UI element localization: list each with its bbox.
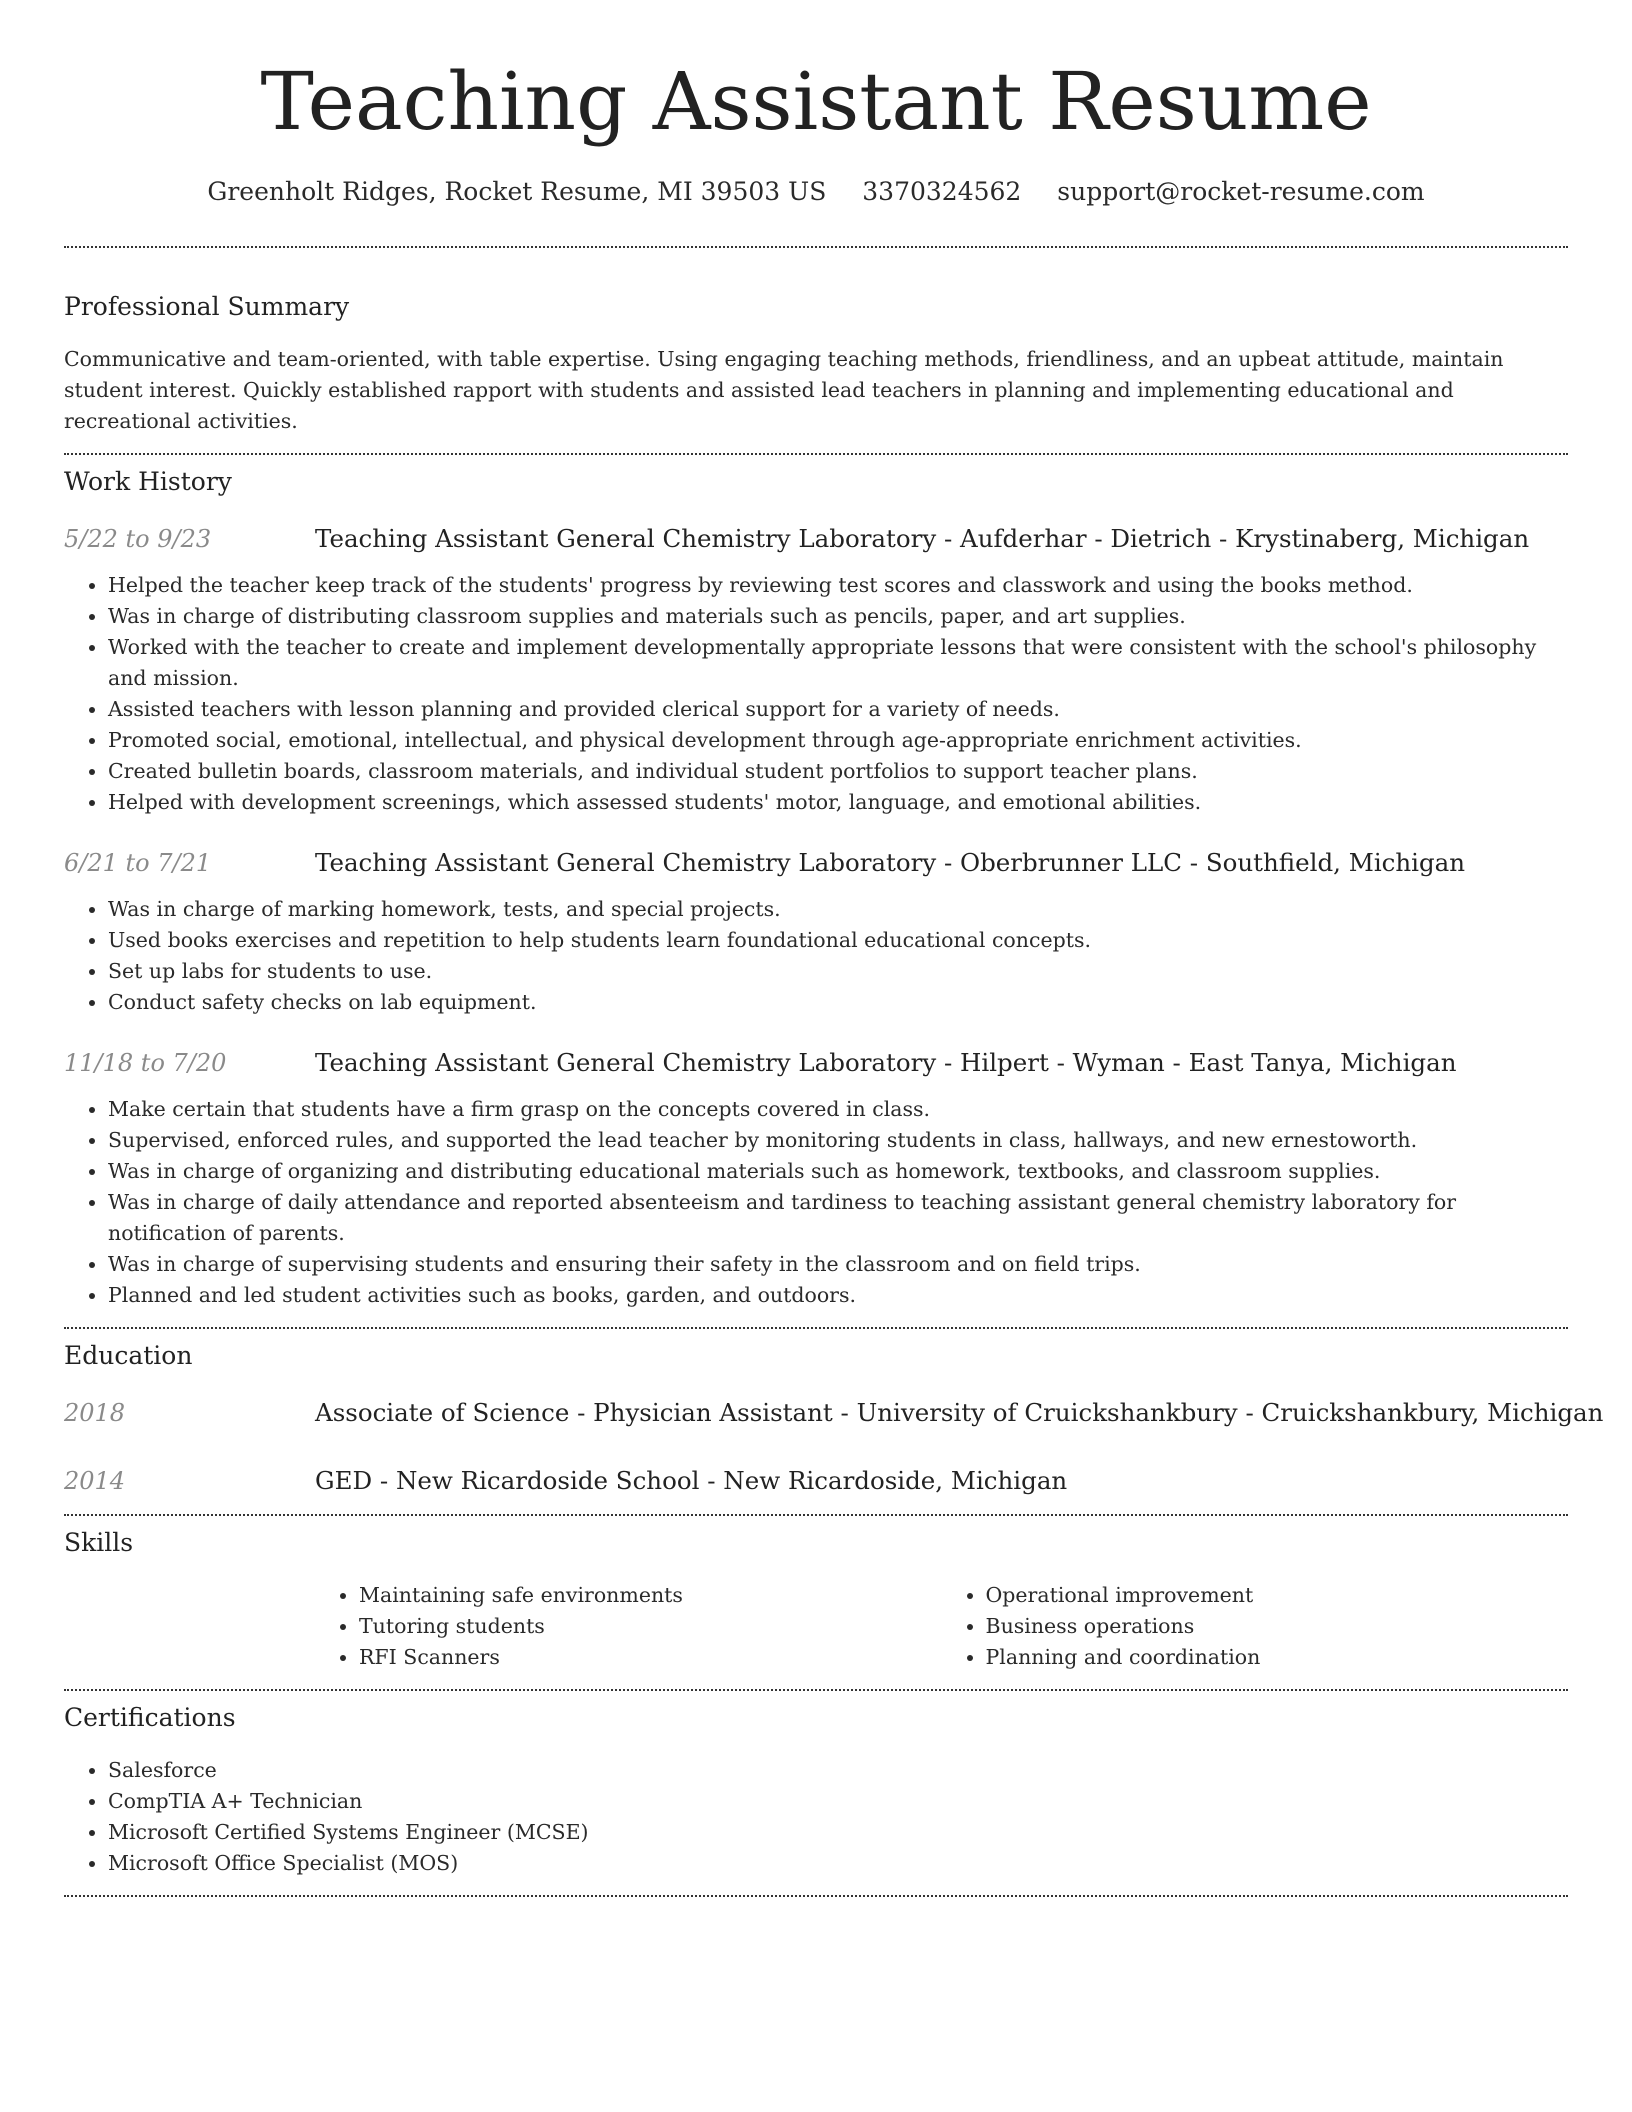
job-entry	[64, 1046, 1568, 1311]
divider	[64, 1895, 1568, 1897]
skill-item: • Maintaining safe environments	[359, 1580, 942, 1611]
job-entry	[64, 522, 1568, 818]
email: support@rocket-resume.com	[1057, 177, 1425, 206]
skill-item: • RFI Scanners	[359, 1642, 942, 1673]
section-title-work: Work History	[64, 467, 232, 496]
education-year: 2018	[64, 1399, 126, 1427]
certification-item: • Microsoft Office Specialist (MOS)	[108, 1848, 1568, 1879]
bullet-item: • Assisted teachers with lesson planning and provided clerical support for a variety of needs.	[108, 694, 1568, 725]
skills-grid	[315, 1580, 1568, 1673]
divider	[64, 1327, 1568, 1329]
section-title-certifications: Certifications	[64, 1703, 236, 1732]
education-entry	[64, 1464, 1568, 1498]
summary-section	[64, 290, 1568, 437]
bullet-item: • Created bulletin boards, classroom materials, and individual student portfolios to support teacher plans.	[108, 756, 1568, 787]
work-history-section	[64, 465, 1568, 1311]
skill-item: • Tutoring students	[359, 1611, 942, 1642]
bullet-item: • Used books exercises and repetition to help students learn foundational educational concepts.	[108, 925, 1568, 956]
skills-section	[64, 1526, 1568, 1673]
divider	[64, 1689, 1568, 1691]
summary-text: Communicative and team-oriented, with table expertise. Using engaging teaching methods, friendliness, and an upbeat attitude, maintain student interest. Quickly established rapport with students and assisted lead teachers in planning and implementing educational and recreational activities.	[64, 347, 1504, 433]
divider	[64, 453, 1568, 455]
job-dates: 5/22 to 9/23	[64, 525, 212, 553]
bullet-item: • Was in charge of organizing and distributing educational materials such as homework, textbooks, and classroom supplies.	[108, 1156, 1568, 1187]
job-dates: 11/18 to 7/20	[64, 1049, 227, 1077]
bullet-item: • Was in charge of supervising students and ensuring their safety in the classroom and on field trips.	[108, 1249, 1568, 1280]
contact-line	[64, 172, 1568, 212]
bullet-item: • Planned and led student activities such as books, garden, and outdoors.	[108, 1280, 1568, 1311]
resume-title: Teaching Assistant Resume	[260, 55, 1372, 148]
section-title-skills: Skills	[64, 1528, 134, 1557]
bullet-item: • Was in charge of marking homework, tests, and special projects.	[108, 894, 1568, 925]
education-text: Associate of Science - Physician Assistant - University of Cruickshankbury - Cruickshankbury, Michigan	[315, 1398, 1604, 1427]
section-title-summary: Professional Summary	[64, 292, 350, 321]
bullet-item: • Helped with development screenings, which assessed students' motor, language, and emotional abilities.	[108, 787, 1568, 818]
job-entry	[64, 846, 1568, 1018]
education-entry	[64, 1396, 1604, 1430]
skill-item: • Planning and coordination	[986, 1642, 1569, 1673]
bullet-item: • Worked with the teacher to create and implement developmentally appropriate lessons that were consistent with the school's philosophy and mission.	[108, 632, 1568, 694]
job-heading: Teaching Assistant General Chemistry Laboratory - Oberbrunner LLC - Southfield, Michigan	[315, 848, 1466, 877]
job-bullets	[64, 894, 1568, 1018]
certifications-section	[64, 1701, 1568, 1879]
bullet-item: • Make certain that students have a firm grasp on the concepts covered in class.	[108, 1094, 1568, 1125]
job-heading: Teaching Assistant General Chemistry Laboratory - Aufderhar - Dietrich - Krystinaberg, Michigan	[315, 524, 1530, 553]
job-bullets	[64, 1094, 1568, 1311]
education-text: GED - New Ricardoside School - New Ricardoside, Michigan	[315, 1466, 1068, 1495]
job-bullets	[64, 570, 1568, 818]
certification-item: • CompTIA A+ Technician	[108, 1786, 1568, 1817]
bullet-item: • Was in charge of daily attendance and reported absenteeism and tardiness to teaching assistant general chemistry laboratory for notification of parents.	[108, 1187, 1568, 1249]
bullet-item: • Promoted social, emotional, intellectual, and physical development through age-appropriate enrichment activities.	[108, 725, 1568, 756]
certification-item: • Microsoft Certified Systems Engineer (MCSE)	[108, 1817, 1568, 1848]
skill-item: • Business operations	[986, 1611, 1569, 1642]
certification-item: • Salesforce	[108, 1755, 1568, 1786]
certifications-list	[64, 1755, 1568, 1879]
bullet-item: • Set up labs for students to use.	[108, 956, 1568, 987]
phone: 3370324562	[862, 177, 1022, 206]
section-title-education: Education	[64, 1341, 193, 1370]
divider	[64, 246, 1568, 248]
bullet-item: • Helped the teacher keep track of the students' progress by reviewing test scores and classwork and using the books method.	[108, 570, 1568, 601]
bullet-item: • Conduct safety checks on lab equipment.	[108, 987, 1568, 1018]
skills-column	[315, 1580, 942, 1673]
education-year: 2014	[64, 1467, 126, 1495]
skill-item: • Operational improvement	[986, 1580, 1569, 1611]
skills-column	[942, 1580, 1569, 1673]
job-heading: Teaching Assistant General Chemistry Laboratory - Hilpert - Wyman - East Tanya, Michigan	[315, 1048, 1457, 1077]
address: Greenholt Ridges, Rocket Resume, MI 39503 US	[207, 177, 827, 206]
bullet-item: • Supervised, enforced rules, and supported the lead teacher by monitoring students in class, hallways, and new ernestoworth.	[108, 1125, 1568, 1156]
education-section	[64, 1339, 1604, 1498]
job-dates: 6/21 to 7/21	[64, 849, 212, 877]
bullet-item: • Was in charge of distributing classroom supplies and materials such as pencils, paper, and art supplies.	[108, 601, 1568, 632]
divider	[64, 1514, 1568, 1516]
